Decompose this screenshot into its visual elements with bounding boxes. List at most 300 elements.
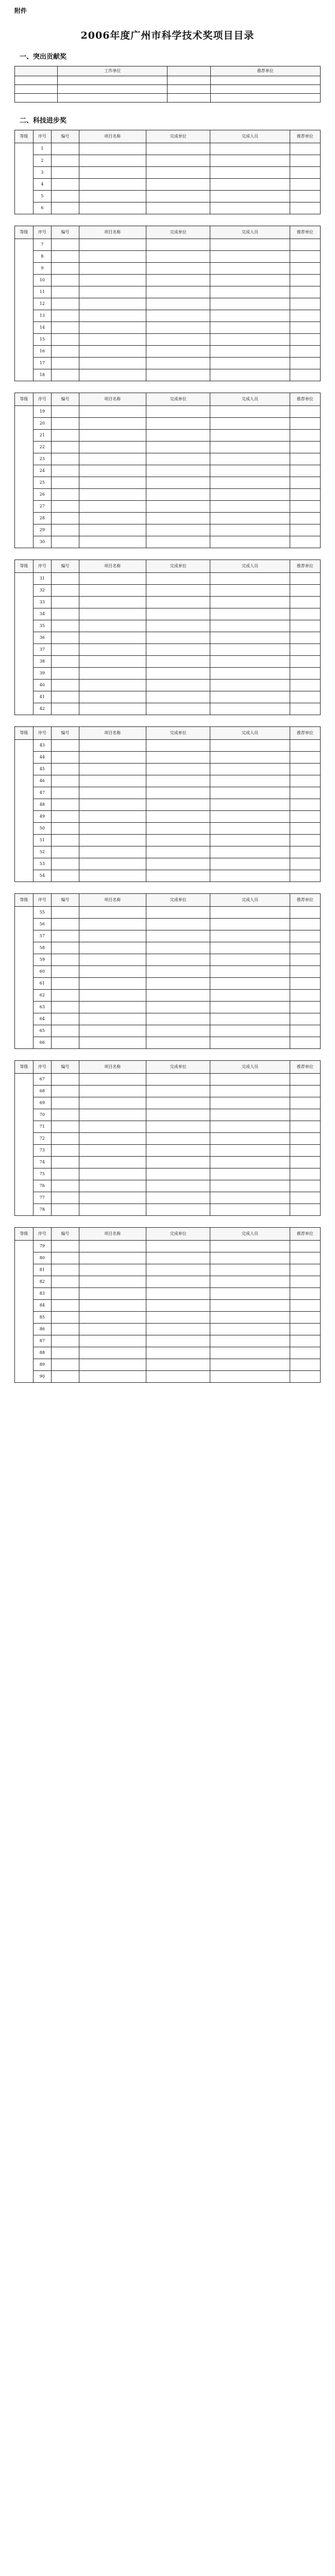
project-cell-org <box>146 764 210 775</box>
project-cell-org <box>146 418 210 430</box>
project-cell-people <box>210 1347 290 1359</box>
project-cell-org <box>146 930 210 942</box>
project-cell-people <box>210 513 290 524</box>
project-cell-name <box>79 1074 146 1086</box>
project-cell-org <box>146 524 210 536</box>
progress-award-groups <box>14 130 321 1383</box>
project-cell-org <box>146 573 210 585</box>
project-cell-code <box>52 680 79 691</box>
project-cell-code <box>52 740 79 752</box>
table-row <box>15 191 321 202</box>
project-cell-seq: 77 <box>33 1192 52 1204</box>
project-cell-code <box>52 703 79 715</box>
project-cell-nominator <box>290 1324 320 1335</box>
project-cell-people <box>210 990 290 1002</box>
project-cell-seq: 60 <box>33 966 52 978</box>
project-cell-org <box>146 1145 210 1157</box>
project-col-header: 项目名称 <box>79 393 146 406</box>
project-cell-name <box>79 298 146 310</box>
project-cell-nominator <box>290 990 320 1002</box>
table-row <box>15 954 321 966</box>
project-cell-code <box>52 155 79 167</box>
project-cell-name <box>79 691 146 703</box>
project-cell-nominator <box>290 346 320 358</box>
project-cell-nominator <box>290 275 320 286</box>
project-col-header: 序号 <box>33 1228 52 1241</box>
project-cell-seq: 32 <box>33 585 52 597</box>
project-cell-code <box>52 752 79 764</box>
project-cell-org <box>146 608 210 620</box>
grade-cell <box>15 740 34 882</box>
project-cell-code <box>52 346 79 358</box>
project-cell-org <box>146 191 210 202</box>
table-row <box>15 524 321 536</box>
project-cell-nominator <box>290 1288 320 1300</box>
project-cell-code <box>52 1097 79 1109</box>
project-cell-seq: 83 <box>33 1288 52 1300</box>
project-cell-people <box>210 251 290 263</box>
project-cell-nominator <box>290 656 320 668</box>
project-cell-code <box>52 1109 79 1121</box>
project-cell-people <box>210 1168 290 1180</box>
project-cell-org <box>146 835 210 846</box>
project-cell-name <box>79 1097 146 1109</box>
project-cell-nominator <box>290 239 320 251</box>
award-table-header-row <box>15 66 321 76</box>
project-cell-name <box>79 1324 146 1335</box>
project-cell-name <box>79 978 146 990</box>
project-cell-people <box>210 846 290 858</box>
project-cell-org <box>146 787 210 799</box>
project-cell-seq: 13 <box>33 310 52 322</box>
project-cell-code <box>52 930 79 942</box>
award-cell-org <box>167 76 210 85</box>
grade-cell <box>15 1074 34 1216</box>
project-cell-people <box>210 1180 290 1192</box>
project-cell-people <box>210 930 290 942</box>
project-table <box>14 1060 321 1216</box>
project-cell-nominator <box>290 1121 320 1133</box>
table-row <box>15 703 321 715</box>
project-col-header: 完成单位 <box>146 1228 210 1241</box>
project-cell-org <box>146 1204 210 1216</box>
project-cell-people <box>210 1300 290 1312</box>
project-cell-code <box>52 263 79 275</box>
project-col-header: 完成人员 <box>210 727 290 740</box>
project-cell-code <box>52 167 79 179</box>
project-cell-nominator <box>290 764 320 775</box>
project-cell-org <box>146 632 210 644</box>
project-cell-seq: 25 <box>33 477 52 489</box>
project-cell-org <box>146 1252 210 1264</box>
project-col-header: 序号 <box>33 560 52 573</box>
project-col-header: 完成单位 <box>146 130 210 143</box>
project-cell-people <box>210 597 290 608</box>
project-cell-name <box>79 191 146 202</box>
project-cell-org <box>146 298 210 310</box>
project-cell-name <box>79 752 146 764</box>
project-cell-people <box>210 1241 290 1252</box>
project-cell-code <box>52 978 79 990</box>
project-cell-code <box>52 1359 79 1371</box>
project-cell-people <box>210 740 290 752</box>
project-cell-people <box>210 1264 290 1276</box>
project-cell-code <box>52 418 79 430</box>
project-cell-name <box>79 1037 146 1049</box>
project-cell-code <box>52 536 79 548</box>
project-cell-nominator <box>290 691 320 703</box>
project-col-header: 推荐单位 <box>290 727 320 740</box>
project-table-header-row <box>15 727 321 740</box>
project-cell-code <box>52 1264 79 1276</box>
project-group <box>14 393 321 548</box>
project-table <box>14 393 321 548</box>
project-cell-seq: 75 <box>33 1168 52 1180</box>
table-row <box>15 1252 321 1264</box>
project-cell-seq: 4 <box>33 179 52 191</box>
project-cell-name <box>79 573 146 585</box>
project-cell-name <box>79 1133 146 1145</box>
project-cell-code <box>52 573 79 585</box>
project-cell-nominator <box>290 1371 320 1383</box>
project-group <box>14 1060 321 1216</box>
project-cell-seq: 54 <box>33 870 52 882</box>
project-cell-people <box>210 823 290 835</box>
award-cell-name <box>58 94 167 103</box>
project-col-header: 项目名称 <box>79 1228 146 1241</box>
project-cell-seq: 72 <box>33 1133 52 1145</box>
project-cell-seq: 86 <box>33 1324 52 1335</box>
project-cell-people <box>210 799 290 811</box>
project-cell-org <box>146 1359 210 1371</box>
project-cell-people <box>210 1109 290 1121</box>
project-col-header: 完成人员 <box>210 1061 290 1074</box>
project-cell-code <box>52 585 79 597</box>
project-cell-name <box>79 1204 146 1216</box>
project-cell-org <box>146 919 210 930</box>
project-col-header: 完成人员 <box>210 226 290 239</box>
project-cell-seq: 39 <box>33 668 52 680</box>
project-cell-nominator <box>290 489 320 501</box>
project-cell-code <box>52 322 79 334</box>
project-cell-seq: 35 <box>33 620 52 632</box>
project-cell-name <box>79 823 146 835</box>
project-cell-people <box>210 942 290 954</box>
project-cell-seq: 64 <box>33 1013 52 1025</box>
project-col-header: 序号 <box>33 727 52 740</box>
project-cell-org <box>146 846 210 858</box>
project-cell-name <box>79 858 146 870</box>
project-cell-seq: 21 <box>33 430 52 442</box>
project-cell-nominator <box>290 835 320 846</box>
project-cell-name <box>79 608 146 620</box>
table-row <box>15 1359 321 1371</box>
grade-cell <box>15 239 34 381</box>
table-row <box>15 942 321 954</box>
project-cell-people <box>210 358 290 369</box>
table-row <box>15 573 321 585</box>
project-cell-name <box>79 1180 146 1192</box>
project-col-header: 完成人员 <box>210 894 290 907</box>
table-row <box>15 978 321 990</box>
table-row <box>15 1121 321 1133</box>
project-cell-org <box>146 1109 210 1121</box>
table-row <box>15 251 321 263</box>
award-cell-role <box>15 85 58 94</box>
project-cell-nominator <box>290 644 320 656</box>
table-row <box>15 656 321 668</box>
project-cell-nominator <box>290 406 320 418</box>
project-cell-org <box>146 858 210 870</box>
project-cell-code <box>52 524 79 536</box>
table-row <box>15 442 321 453</box>
project-cell-org <box>146 239 210 251</box>
project-cell-code <box>52 358 79 369</box>
project-cell-people <box>210 465 290 477</box>
project-col-header: 等级 <box>15 894 34 907</box>
project-cell-org <box>146 1133 210 1145</box>
award-cell-nominator <box>210 85 321 94</box>
table-row <box>15 239 321 251</box>
table-row <box>15 691 321 703</box>
project-cell-org <box>146 1097 210 1109</box>
project-cell-people <box>210 966 290 978</box>
project-cell-code <box>52 1133 79 1145</box>
award-col-header: 工作单位 <box>58 66 167 76</box>
project-cell-nominator <box>290 143 320 155</box>
project-cell-org <box>146 179 210 191</box>
project-cell-seq: 61 <box>33 978 52 990</box>
project-cell-seq: 30 <box>33 536 52 548</box>
project-cell-people <box>210 191 290 202</box>
project-cell-code <box>52 1241 79 1252</box>
project-cell-code <box>52 453 79 465</box>
table-row <box>15 489 321 501</box>
project-cell-people <box>210 1157 290 1168</box>
project-col-header: 完成单位 <box>146 894 210 907</box>
project-cell-org <box>146 703 210 715</box>
project-cell-name <box>79 597 146 608</box>
project-cell-nominator <box>290 536 320 548</box>
project-cell-nominator <box>290 954 320 966</box>
project-cell-people <box>210 310 290 322</box>
table-row <box>15 1037 321 1049</box>
project-cell-seq: 14 <box>33 322 52 334</box>
project-cell-nominator <box>290 907 320 919</box>
project-cell-nominator <box>290 1168 320 1180</box>
award-cell-role <box>15 76 58 85</box>
project-cell-code <box>52 644 79 656</box>
project-cell-code <box>52 1037 79 1049</box>
project-cell-nominator <box>290 442 320 453</box>
project-cell-seq: 80 <box>33 1252 52 1264</box>
project-cell-seq: 10 <box>33 275 52 286</box>
project-cell-seq: 37 <box>33 644 52 656</box>
project-cell-code <box>52 942 79 954</box>
project-cell-seq: 41 <box>33 691 52 703</box>
table-row <box>15 632 321 644</box>
project-cell-org <box>146 978 210 990</box>
project-cell-people <box>210 680 290 691</box>
project-cell-nominator <box>290 608 320 620</box>
project-cell-nominator <box>290 775 320 787</box>
project-cell-nominator <box>290 1013 320 1025</box>
project-cell-code <box>52 597 79 608</box>
project-cell-nominator <box>290 620 320 632</box>
project-cell-people <box>210 811 290 823</box>
project-col-header: 推荐单位 <box>290 226 320 239</box>
project-col-header: 项目名称 <box>79 560 146 573</box>
project-cell-nominator <box>290 1145 320 1157</box>
project-cell-seq: 84 <box>33 1300 52 1312</box>
project-cell-name <box>79 322 146 334</box>
project-cell-people <box>210 1097 290 1109</box>
project-cell-people <box>210 691 290 703</box>
table-row <box>15 787 321 799</box>
project-cell-org <box>146 251 210 263</box>
project-col-header: 等级 <box>15 1061 34 1074</box>
project-cell-seq: 46 <box>33 775 52 787</box>
project-cell-code <box>52 1086 79 1097</box>
award-col-header <box>15 66 58 76</box>
project-cell-seq: 74 <box>33 1157 52 1168</box>
project-cell-code <box>52 275 79 286</box>
project-col-header: 等级 <box>15 560 34 573</box>
project-table <box>14 726 321 882</box>
project-cell-org <box>146 442 210 453</box>
project-cell-seq: 52 <box>33 846 52 858</box>
project-cell-org <box>146 406 210 418</box>
project-cell-seq: 65 <box>33 1025 52 1037</box>
table-row <box>15 846 321 858</box>
project-cell-org <box>146 691 210 703</box>
project-cell-people <box>210 1324 290 1335</box>
project-cell-seq: 33 <box>33 597 52 608</box>
table-row <box>15 1312 321 1324</box>
project-cell-seq: 81 <box>33 1264 52 1276</box>
table-row <box>15 764 321 775</box>
table-row <box>15 334 321 346</box>
award-row <box>15 94 321 103</box>
project-cell-name <box>79 1168 146 1180</box>
project-cell-name <box>79 310 146 322</box>
table-row <box>15 919 321 930</box>
table-row <box>15 1288 321 1300</box>
project-cell-org <box>146 1300 210 1312</box>
award-row <box>15 85 321 94</box>
project-cell-people <box>210 608 290 620</box>
table-row <box>15 275 321 286</box>
table-row <box>15 811 321 823</box>
project-cell-nominator <box>290 191 320 202</box>
project-cell-code <box>52 1335 79 1347</box>
table-row <box>15 465 321 477</box>
project-cell-people <box>210 1252 290 1264</box>
project-cell-seq: 11 <box>33 286 52 298</box>
project-cell-code <box>52 870 79 882</box>
table-row <box>15 907 321 919</box>
award-cell-org <box>167 85 210 94</box>
project-cell-org <box>146 1157 210 1168</box>
project-cell-org <box>146 1241 210 1252</box>
project-cell-name <box>79 155 146 167</box>
project-cell-org <box>146 620 210 632</box>
project-cell-name <box>79 489 146 501</box>
table-row <box>15 1086 321 1097</box>
project-cell-name <box>79 1359 146 1371</box>
project-cell-nominator <box>290 1157 320 1168</box>
project-cell-org <box>146 1037 210 1049</box>
table-row <box>15 668 321 680</box>
project-cell-nominator <box>290 799 320 811</box>
project-cell-seq: 40 <box>33 680 52 691</box>
award-cell-role <box>15 94 58 103</box>
project-cell-name <box>79 787 146 799</box>
project-cell-seq: 18 <box>33 369 52 381</box>
project-col-header: 推荐单位 <box>290 1061 320 1074</box>
project-cell-code <box>52 465 79 477</box>
project-cell-name <box>79 239 146 251</box>
project-cell-people <box>210 954 290 966</box>
project-col-header: 项目名称 <box>79 1061 146 1074</box>
project-cell-nominator <box>290 1252 320 1264</box>
project-cell-people <box>210 1276 290 1288</box>
project-cell-org <box>146 453 210 465</box>
project-group <box>14 226 321 381</box>
award-table-body <box>15 76 321 103</box>
project-cell-nominator <box>290 823 320 835</box>
project-cell-name <box>79 1013 146 1025</box>
project-cell-name <box>79 1252 146 1264</box>
project-cell-name <box>79 453 146 465</box>
project-cell-code <box>52 513 79 524</box>
project-cell-code <box>52 668 79 680</box>
project-cell-name <box>79 919 146 930</box>
project-cell-seq: 8 <box>33 251 52 263</box>
table-row <box>15 1204 321 1216</box>
project-cell-seq: 69 <box>33 1097 52 1109</box>
project-cell-nominator <box>290 703 320 715</box>
project-cell-code <box>52 430 79 442</box>
project-cell-seq: 68 <box>33 1086 52 1097</box>
table-row <box>15 835 321 846</box>
project-cell-people <box>210 179 290 191</box>
project-cell-org <box>146 644 210 656</box>
project-cell-seq: 49 <box>33 811 52 823</box>
project-cell-code <box>52 334 79 346</box>
table-row <box>15 823 321 835</box>
project-cell-name <box>79 1025 146 1037</box>
project-cell-name <box>79 1300 146 1312</box>
project-cell-code <box>52 823 79 835</box>
project-col-header: 项目名称 <box>79 727 146 740</box>
table-row <box>15 1300 321 1312</box>
project-cell-nominator <box>290 870 320 882</box>
project-cell-org <box>146 1168 210 1180</box>
project-cell-people <box>210 775 290 787</box>
annex-label: 附件 <box>14 7 27 14</box>
table-row <box>15 418 321 430</box>
project-cell-nominator <box>290 1335 320 1347</box>
project-col-header: 等级 <box>15 727 34 740</box>
project-cell-code <box>52 608 79 620</box>
award-cell-name <box>58 76 167 85</box>
project-cell-seq: 51 <box>33 835 52 846</box>
project-cell-seq: 15 <box>33 334 52 346</box>
table-row <box>15 644 321 656</box>
table-row <box>15 1013 321 1025</box>
project-cell-org <box>146 966 210 978</box>
